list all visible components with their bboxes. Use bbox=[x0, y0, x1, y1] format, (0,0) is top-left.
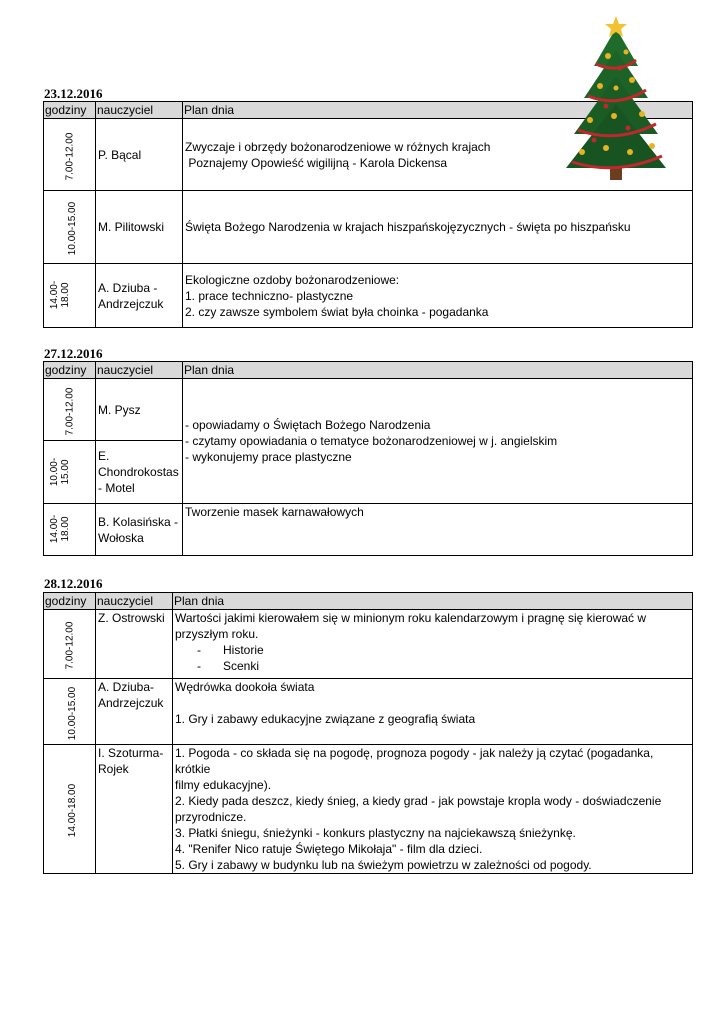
table-row bbox=[44, 679, 693, 745]
plan-line: Zwyczaje i obrzędy bożonarodzeniowe w różnych krajach bbox=[185, 139, 491, 154]
plan-line: - wykonujemy prace plastyczne bbox=[185, 450, 352, 464]
plan-line bbox=[175, 695, 690, 711]
plan-line: 4. "Renifer Nico ratuje Świętego Mikołaja" - film dla dzieci. bbox=[175, 842, 483, 856]
plan-line: filmy edukacyjne). bbox=[175, 778, 272, 792]
teacher-cell: A. Dziuba- Andrzejczuk bbox=[96, 679, 173, 745]
plan-line: 1. Pogoda - co składa się na pogodę, prognoza pogody - jak należy ją czytać (pogadanka, krótkie bbox=[175, 746, 654, 776]
hours-cell: 7.00-12.00 bbox=[44, 379, 96, 441]
plan-line: 2. czy zawsze symbolem świat była choinka - pogadanka bbox=[185, 304, 489, 319]
plan-cell bbox=[173, 610, 693, 679]
hours-cell: 10.00- 15.00 bbox=[44, 441, 96, 504]
plan-line: 1. prace techniczno- plastyczne bbox=[185, 288, 354, 303]
teacher-cell: E. Chondrokostas - Motel bbox=[96, 441, 183, 504]
date-heading: 28.12.2016 bbox=[44, 576, 103, 591]
table-header-row bbox=[44, 593, 693, 610]
teacher-cell: M. Pysz bbox=[96, 379, 183, 441]
plan-cell bbox=[173, 679, 693, 745]
date-heading: 27.12.2016 bbox=[44, 346, 103, 361]
header-teacher: nauczyciel bbox=[96, 102, 183, 119]
plan-line: Ekologiczne ozdoby bożonarodzeniowe: bbox=[185, 272, 400, 287]
plan-cell-shared bbox=[183, 379, 693, 504]
date-heading: 23.12.2016 bbox=[44, 86, 103, 101]
table-row bbox=[44, 745, 693, 874]
hours-cell: 10.00-15.00 bbox=[44, 679, 96, 745]
table-header-row bbox=[44, 362, 693, 379]
plan-cell bbox=[173, 745, 693, 874]
plan-line: 3. Płatki śniegu, śnieżynki - konkurs plastyczny na najciekawszą śnieżynkę. bbox=[175, 826, 576, 840]
plan-cell bbox=[183, 264, 693, 328]
plan-line: Wędrówka dookoła świata bbox=[175, 680, 315, 694]
teacher-cell: Z. Ostrowski bbox=[96, 610, 173, 679]
teacher-cell: B. Kolasińska - Wołoska bbox=[96, 504, 183, 556]
plan-cell: Tworzenie masek karnawałowych bbox=[183, 504, 693, 556]
plan-subitem: - Scenki bbox=[197, 659, 260, 673]
table-row bbox=[44, 504, 693, 556]
hours-cell: 10.00-15.00 bbox=[44, 191, 96, 264]
plan-line: 1. Gry i zabawy edukacyjne związane z geografią świata bbox=[175, 712, 476, 726]
table-row bbox=[44, 264, 693, 328]
header-plan: Plan dnia bbox=[173, 593, 693, 610]
hours-cell: 7.00-12.00 bbox=[44, 119, 96, 191]
hours-cell: 14.00- 18.00 bbox=[44, 264, 96, 328]
teacher-cell: I. Szoturma- Rojek bbox=[96, 745, 173, 874]
header-teacher: nauczyciel bbox=[96, 593, 173, 610]
teacher-cell: P. Bącal bbox=[96, 119, 183, 191]
header-hours: godziny bbox=[44, 102, 96, 119]
christmas-tree-icon bbox=[566, 16, 666, 186]
plan-subitem: - Historie bbox=[197, 643, 264, 657]
schedule-table bbox=[43, 592, 693, 874]
plan-line: - czytamy opowiadania o tematyce bożonarodzeniowej w j. angielskim bbox=[185, 434, 558, 448]
plan-line: 2. Kiedy pada deszcz, kiedy śnieg, a kiedy grad - jak powstaje kropla wody - doświadczenie bbox=[175, 794, 662, 808]
table-row bbox=[44, 191, 693, 264]
teacher-cell: M. Pilitowski bbox=[96, 191, 183, 264]
plan-line: Wartości jakimi kierowałem się w minionym roku kalendarzowym i pragnę się kierować w bbox=[175, 611, 647, 625]
table-row bbox=[44, 610, 693, 679]
header-plan: Plan dnia bbox=[183, 362, 693, 379]
hours-cell: 14.00- 18.00 bbox=[44, 504, 96, 556]
header-teacher: nauczyciel bbox=[96, 362, 183, 379]
header-hours: godziny bbox=[44, 593, 96, 610]
plan-line: Poznajemy Opowieść wigilijną - Karola Dickensa bbox=[185, 155, 448, 170]
plan-line: - opowiadamy o Świętach Bożego Narodzenia bbox=[185, 418, 431, 432]
plan-line: przyszłym roku. bbox=[175, 627, 259, 641]
teacher-cell: A. Dziuba - Andrzejczuk bbox=[96, 264, 183, 328]
hours-cell: 7.00-12.00 bbox=[44, 610, 96, 679]
plan-line: przyrodnicze. bbox=[175, 810, 247, 824]
schedule-table bbox=[43, 361, 693, 556]
header-plan: Plan dnia bbox=[183, 102, 693, 119]
plan-line: 5. Gry i zabawy w budynku lub na świeżym powietrzu w zależności od pogody. bbox=[175, 858, 592, 872]
table-row bbox=[44, 379, 693, 441]
plan-cell: Święta Bożego Narodzenia w krajach hiszpańskojęzycznych - święta po hiszpańsku bbox=[183, 191, 693, 264]
header-hours: godziny bbox=[44, 362, 96, 379]
hours-cell: 14.00-18.00 bbox=[44, 745, 96, 874]
